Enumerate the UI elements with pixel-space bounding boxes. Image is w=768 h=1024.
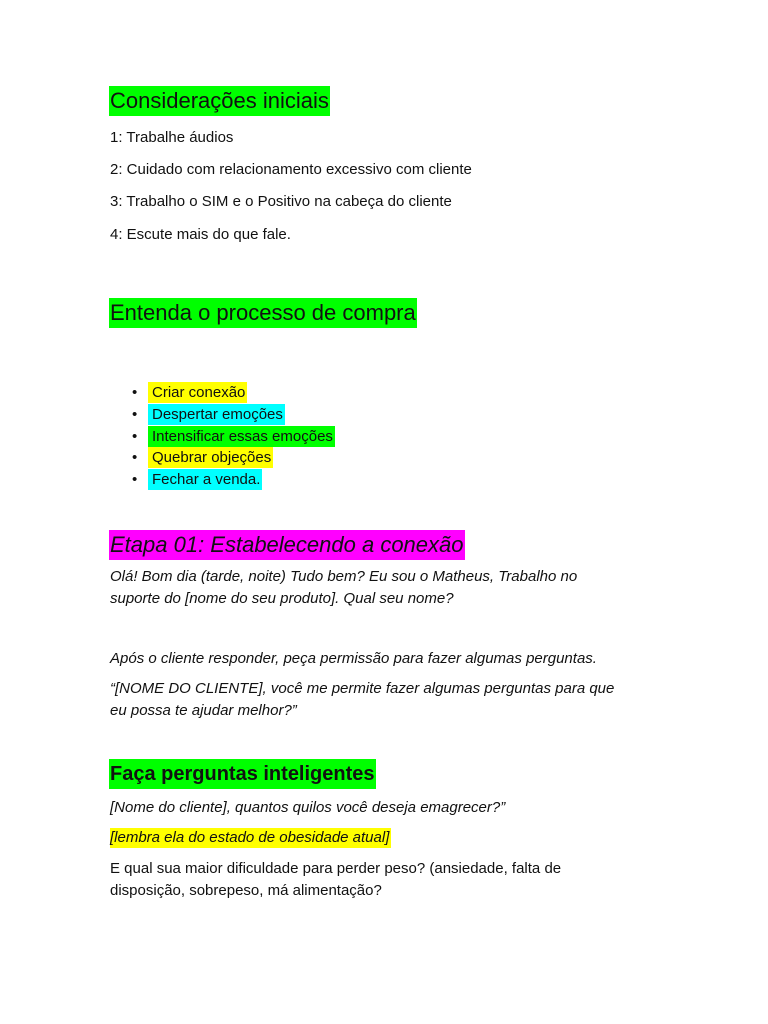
process-step-label: Quebrar objeções <box>148 447 273 468</box>
consideration-item-3: 3: Trabalho o SIM e o Positivo na cabeça do cliente <box>110 193 452 210</box>
quote-line-2: eu possa te ajudar melhor?” <box>110 702 297 719</box>
process-step-label: Despertar emoções <box>148 404 285 425</box>
bullet-icon: • <box>132 427 138 445</box>
heading-processo-compra: Entenda o processo de compra <box>109 298 417 328</box>
bullet-icon: • <box>132 405 138 423</box>
heading-consideracoes: Considerações iniciais <box>109 86 330 116</box>
bullet-icon: • <box>132 449 138 467</box>
question-2-line-2: disposição, sobrepeso, má alimentação? <box>110 882 382 899</box>
question-1: [Nome do cliente], quantos quilos você deseja emagrecer?” <box>110 799 506 816</box>
greeting-line-1: Olá! Bom dia (tarde, noite) Tudo bem? Eu sou o Matheus, Trabalho no <box>110 568 578 585</box>
greeting-line-2: suporte do [nome do seu produto]. Qual seu nome? <box>110 590 454 607</box>
process-step-label: Criar conexão <box>148 382 247 403</box>
question-2-line-1: E qual sua maior dificuldade para perder peso? (ansiedade, falta de <box>110 860 562 877</box>
process-step-label: Fechar a venda. <box>148 469 262 490</box>
consideration-item-1: 1: Trabalhe áudios <box>110 129 234 146</box>
heading-etapa-01: Etapa 01: Estabelecendo a conexão <box>109 530 465 560</box>
process-step-label: Intensificar essas emoções <box>148 426 335 447</box>
bullet-icon: • <box>132 471 138 489</box>
heading-perguntas: Faça perguntas inteligentes <box>109 759 376 789</box>
quote-line-1: “[NOME DO CLIENTE], você me permite fazer algumas perguntas para que <box>110 680 615 697</box>
reminder-note: [lembra ela do estado de obesidade atual] <box>110 829 390 846</box>
consideration-item-2: 2: Cuidado com relacionamento excessivo com cliente <box>110 161 472 178</box>
consideration-item-4: 4: Escute mais do que fale. <box>110 226 291 243</box>
bullet-icon: • <box>132 384 138 401</box>
instruction-text: Após o cliente responder, peça permissão para fazer algumas perguntas. <box>110 650 597 667</box>
